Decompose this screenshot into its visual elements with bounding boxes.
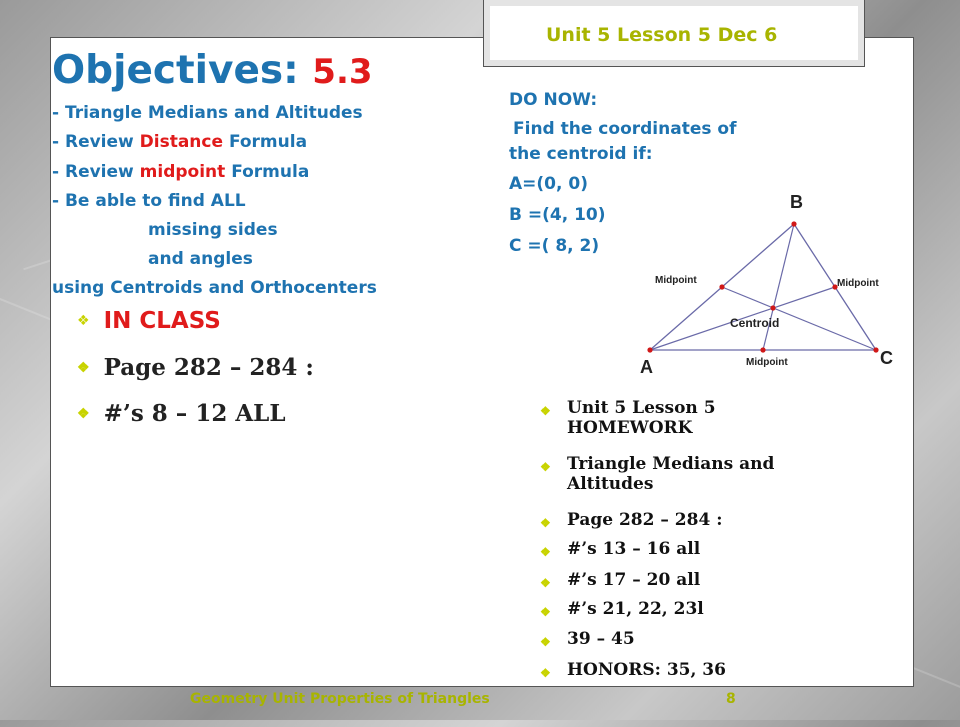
donow-point-c: C =( 8, 2): [509, 236, 600, 256]
homework-item-6-text: #’s 21, 22, 23l: [567, 599, 704, 619]
objective-3-pre: - Review: [52, 162, 140, 182]
donow-prompt-2: the centroid if:: [509, 144, 653, 164]
objective-2: [52, 132, 307, 152]
bullet-icon: ❖: [540, 605, 551, 619]
lesson-header-text: Unit 5 Lesson 5 Dec 6: [546, 24, 778, 46]
midpoint-left-label: Midpoint: [655, 275, 697, 286]
vertex-a-label: A: [640, 357, 653, 377]
midpoint-right-label: Midpoint: [837, 278, 879, 289]
homework-item-8-text: HONORS: 35, 36: [567, 660, 726, 680]
vertex-c-label: C: [880, 348, 893, 368]
bullet-icon: ❖: [540, 460, 551, 474]
bullet-icon: ❖: [77, 360, 90, 376]
centroid-label: Centroid: [730, 316, 780, 330]
title-number: 5.3: [312, 52, 373, 92]
objective-2-highlight: Distance: [139, 132, 224, 152]
donow-heading: DO NOW:: [509, 90, 598, 110]
page-title: [52, 48, 373, 93]
homework-item-4-text: #’s 13 – 16 all: [567, 539, 701, 559]
objective-6: and angles: [148, 249, 253, 269]
midpoint-left-point: [719, 284, 724, 289]
centroid-point: [770, 305, 775, 310]
classwork-item-1: [77, 308, 221, 334]
vertex-a-point: [647, 347, 652, 352]
objective-3-highlight: midpoint: [139, 162, 226, 182]
objective-2-pre: - Review: [52, 132, 140, 152]
vertex-b-label: B: [790, 192, 803, 212]
donow-point-a: A=(0, 0): [509, 174, 588, 194]
objective-2-post: Formula: [223, 132, 308, 152]
vertex-c-point: [873, 347, 878, 352]
classwork-item-2-text: Page 282 – 284 :: [103, 354, 314, 381]
donow-point-b: B =(4, 10): [509, 205, 606, 225]
bullet-icon: ❖: [540, 516, 551, 530]
objective-3-post: Formula: [225, 162, 310, 182]
title-text: Objectives:: [52, 48, 313, 93]
objective-3: [52, 162, 309, 182]
homework-item-5-text: #’s 17 – 20 all: [567, 570, 701, 590]
centroid-diagram: [640, 190, 908, 380]
classwork-item-1-text: IN CLASS: [103, 308, 221, 334]
objective-7: using Centroids and Orthocenters: [52, 278, 377, 298]
vertex-b-point: [791, 221, 796, 226]
objective-4: - Be able to find ALL: [52, 191, 246, 211]
bullet-icon: ❖: [77, 313, 90, 329]
homework-item-3-text: Page 282 – 284 :: [567, 510, 723, 530]
bullet-icon: ❖: [540, 666, 551, 680]
midpoint-bottom-label: Midpoint: [746, 357, 788, 368]
classwork-item-2: [77, 354, 314, 381]
lesson-header: [483, 0, 865, 67]
classwork-item-3-text: #’s 8 – 12 ALL: [103, 400, 286, 427]
homework-item-2-text: Triangle Medians and Altitudes: [567, 454, 775, 494]
bullet-icon: ❖: [540, 635, 551, 649]
objective-1: - Triangle Medians and Altitudes: [52, 103, 363, 123]
bullet-icon: ❖: [77, 406, 90, 422]
homework-item-1-text: Unit 5 Lesson 5 HOMEWORK: [567, 398, 716, 438]
footer-course: Geometry Unit Properties of Triangles: [190, 691, 490, 707]
donow-prompt-1: Find the coordinates of: [513, 119, 737, 139]
midpoint-bottom-point: [760, 347, 765, 352]
classwork-item-3: [77, 400, 286, 427]
objective-5: missing sides: [148, 220, 278, 240]
homework-item-7-text: 39 – 45: [567, 629, 635, 649]
footer-page-number: 8: [726, 691, 736, 707]
bullet-icon: ❖: [540, 404, 551, 418]
bullet-icon: ❖: [540, 576, 551, 590]
bullet-icon: ❖: [540, 545, 551, 559]
